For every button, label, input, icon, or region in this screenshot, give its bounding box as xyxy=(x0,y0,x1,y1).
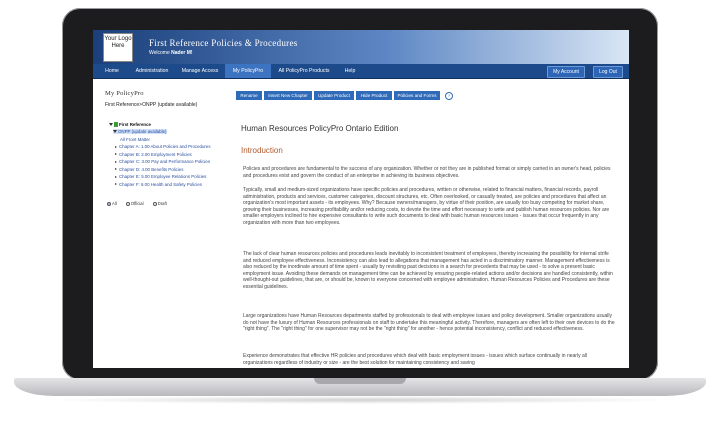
tree-item[interactable]: Chapter D: 4.00 Benefits Policies xyxy=(115,167,183,172)
paragraph: Typically, small and medium-sized organizations have specific policies and procedures, written or otherwise, related to financial matters, financial records, payroll administration, products and services, customer categories, discount structures, etc. Often overlooked, or casually treated, are policies and procedures that affect an organization's most important assets - its employees. Why? Because owners/managers, by virtue of their position, are usually too busy competing for market share, growing their businesses, increasing profitability and/or reducing costs, to devote the time and effort necessary to write and publish human resources policies. Nor are smaller employers inclined to hire expensive consultants to write such documents to deal with basic human resources issues - issues that occur frequently in any organization with more than two employees. xyxy=(243,187,610,226)
expand-icon xyxy=(115,153,117,155)
paragraph: Large organizations have Human Resources departments staffed by professionals to deal with employee issues and policy development. Smaller organizations usually do not have the luxury of Human Resources professionals on staff to undertake this meaningful activity. Therefore, managers are often left to their own devices to do the "right thing". The "right thing" for one supervisor may not be the "right thing" for another - hence potential inconsistency, conflict and reduced effectiveness. xyxy=(243,313,615,333)
expand-icon xyxy=(115,168,117,170)
paragraph: Policies and procedures are fundamental to the success of any organization. Whether or not they are in published format or simply carried in an owner's head, policies and procedures exist and govern the conduct of an enterprise in achieving its business objectives. xyxy=(243,166,611,179)
radio-icon xyxy=(107,202,111,206)
paragraph: Experience demonstrates that effective HR policies and procedures which deal with basic employment issues - issues which surface continually in nearly all organizations regardless of industry or size - are the best solution for maintaining consistency and saving xyxy=(243,353,587,366)
filter-all[interactable]: All xyxy=(107,201,117,206)
book-icon xyxy=(114,122,118,127)
radio-icon xyxy=(126,202,130,206)
nav-help[interactable]: Help xyxy=(344,68,356,74)
tree-product[interactable]: ONPP (update available) xyxy=(113,129,167,134)
section-title: My PolicyPro xyxy=(105,90,144,97)
paragraph: The lack of clear human resources policies and procedures leads inevitably to inconsistent treatment of employees, thereby increasing the possibility for internal strife and reduced employee effectiveness. Inconsistency can also lead to allegations that management has acted in a discriminatory manner. Management effectiveness is also reduced by the inordinate amount of time spent - usually by revisiting past decisions in a search for precedents that may be used - to solve a present basic employment issue. Avoiding these demands on management time can be achieved by ensuring people-related actions and/or decisions are handled consistently, within well-thought-out guidelines, that are, or should be, known to everyone concerned with employee administration. Human Resources Policies and Procedures are these essential guidelines. xyxy=(243,251,613,290)
expand-icon xyxy=(115,183,117,185)
expand-icon xyxy=(115,176,117,178)
insert-new-chapter-button[interactable]: Insert New Chapter xyxy=(264,91,312,100)
company-logo: Your Logo Here xyxy=(103,33,133,62)
nav-my-policypro[interactable]: My PolicyPro xyxy=(225,64,271,78)
tree-item[interactable]: Chapter C: 3.00 Pay and Performance Policies xyxy=(115,159,210,164)
main-nav xyxy=(93,64,629,79)
tree-item[interactable]: Chapter B: 2.00 Employment Policies xyxy=(115,152,192,157)
log-out-button[interactable]: Log Out xyxy=(593,66,623,78)
app-window xyxy=(93,30,629,368)
status-filter xyxy=(107,201,167,206)
tree-root[interactable]: First Reference xyxy=(109,122,151,127)
filter-draft[interactable]: Draft xyxy=(153,201,167,206)
tree-item[interactable]: All Front Matter xyxy=(120,136,151,142)
help-icon[interactable]: ? xyxy=(445,92,453,100)
radio-icon xyxy=(153,202,157,206)
collapse-icon xyxy=(113,130,117,133)
nav-all-policypro-products[interactable]: All PolicyPro Products xyxy=(278,68,330,74)
brand-title: First Reference Policies & Procedures xyxy=(149,38,298,48)
tree-item[interactable]: Chapter A: 1.00 About Policies and Procedures xyxy=(115,144,211,149)
app-header xyxy=(93,30,629,64)
section-heading: Introduction xyxy=(241,146,283,155)
collapse-icon xyxy=(109,123,113,126)
tree-item[interactable]: Chapter F: 6.00 Health and Safety Policies xyxy=(115,182,202,187)
tree-item[interactable]: Chapter E: 5.00 Employee Relations Policies xyxy=(115,174,206,179)
policies-and-forms-button[interactable]: Policies and Forms xyxy=(394,91,440,100)
product-breadcrumb: First Reference>ONPP (update available) xyxy=(105,102,198,108)
expand-icon xyxy=(115,146,117,148)
rename-button[interactable]: Rename xyxy=(236,91,262,100)
laptop-shadow xyxy=(40,396,680,404)
document-title: Human Resources PolicyPro Ontario Edition xyxy=(241,124,399,133)
expand-icon xyxy=(115,161,117,163)
my-account-button[interactable]: My Account xyxy=(547,66,585,78)
update-product-button[interactable]: Update Product xyxy=(314,91,354,100)
nav-home[interactable]: Home xyxy=(105,68,119,74)
nav-manage-access[interactable]: Manage Access xyxy=(181,68,219,74)
laptop-notch xyxy=(314,378,406,384)
welcome-message: Welcome Nader M! xyxy=(149,50,193,56)
hide-product-button[interactable]: Hide Product xyxy=(356,91,392,100)
nav-administration[interactable]: Administration xyxy=(135,68,169,74)
filter-official[interactable]: Official xyxy=(126,201,144,206)
